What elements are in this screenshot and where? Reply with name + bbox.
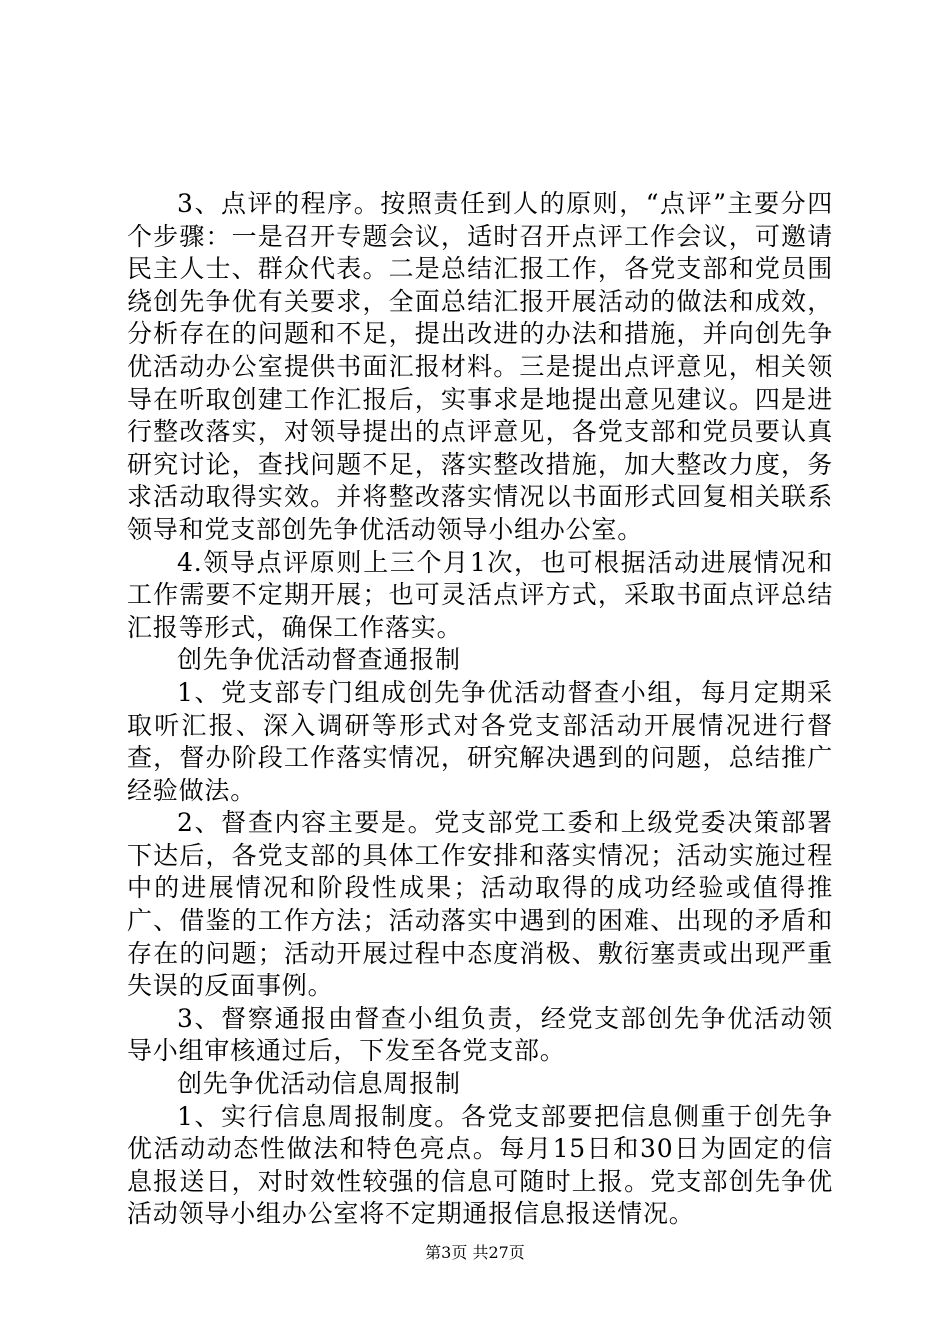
section-heading-weekly-info: 创先争优活动信息周报制	[177, 1069, 461, 1099]
paragraph-supervision-content: 2、督查内容主要是。党支部党工委和上级党委决策部署下达后，各党支部的具体工作安排和落实情况；活动实施过程中的进展情况和阶段性成果；活动取得的成功经验或值得推广、借鉴的工作方法；活动落实中遇到的困难、出现的矛盾和存在的问题；活动开展过程中态度消极、敷衍塞责或出现严重失误的反面事例。	[127, 808, 833, 1001]
paragraph-supervision-team: 1、党支部专门组成创先争优活动督查小组，每月定期采取听汇报、深入调研等形式对各党支部活动开展情况进行督查，督办阶段工作落实情况，研究解决遇到的问题，总结推广经验做法。	[127, 677, 833, 805]
paragraph-supervision-report: 3、督察通报由督查小组负责，经党支部创先争优活动领导小组审核通过后，下发至各党支部。	[127, 1003, 833, 1066]
section-heading-supervision: 创先争优活动督查通报制	[177, 645, 461, 675]
page-footer: 第3页 共27页	[425, 1243, 525, 1262]
paragraph-weekly-info: 1、实行信息周报制度。各党支部要把信息侧重于创先争优活动动态性做法和特色亮点。每月15日和30日为固定的信息报送日，对时效性较强的信息可随时上报。党支部创先争优活动领导小组办公室将不定期通报信息报送情况。	[127, 1101, 833, 1229]
document-body	[127, 188, 833, 1231]
paragraph-review-procedure: 3、点评的程序。按照责任到人的原则，“点评”主要分四个步骤：一是召开专题会议，适时召开点评工作会议，可邀请民主人士、群众代表。二是总结汇报工作，各党支部和党员围绕创先争优有关要求，全面总结汇报开展活动的做法和成效，分析存在的问题和不足，提出改进的办法和措施，并向创先争优活动办公室提供书面汇报材料。三是提出点评意见，相关领导在听取创建工作汇报后，实事求是地提出意见建议。四是进行整改落实，对领导提出的点评意见，各党支部和党员要认真研究讨论，查找问题不足，落实整改措施，加大整改力度，务求活动取得实效。并将整改落实情况以书面形式回复相关联系领导和党支部创先争优活动领导小组办公室。	[127, 189, 833, 544]
paragraph-review-frequency: 4.领导点评原则上三个月1次，也可根据活动进展情况和工作需要不定期开展；也可灵活点评方式，采取书面点评总结汇报等形式，确保工作落实。	[127, 547, 833, 642]
